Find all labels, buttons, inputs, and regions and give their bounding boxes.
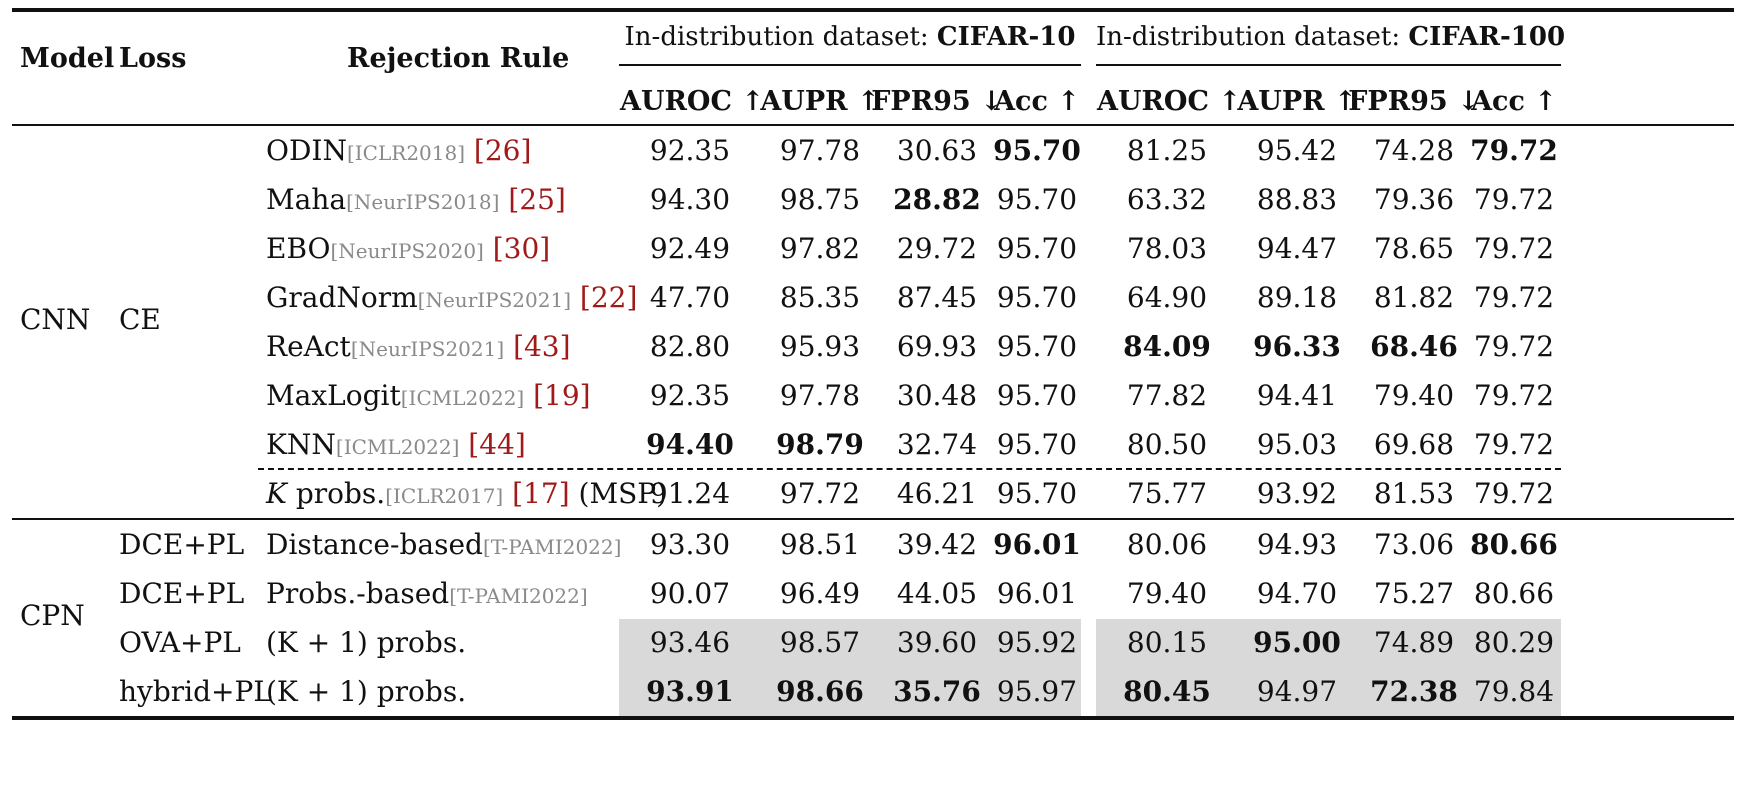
header-metric: AUPR ↑ bbox=[1237, 86, 1357, 117]
table-cell: 95.93 bbox=[779, 330, 861, 363]
table-cell: 95.70 bbox=[996, 379, 1078, 412]
table-cell: 89.18 bbox=[1256, 281, 1338, 314]
row-method bbox=[266, 330, 571, 363]
table-cell: 30.48 bbox=[896, 379, 978, 412]
group1-prefix: In-distribution dataset: bbox=[624, 22, 937, 52]
table-cell: 97.82 bbox=[779, 232, 861, 265]
row-method-name: (K + 1) probs. bbox=[266, 675, 467, 708]
table-cell: 29.72 bbox=[896, 232, 978, 265]
table-cell: 96.01 bbox=[993, 528, 1081, 561]
table-cell: 98.57 bbox=[779, 626, 861, 659]
row-loss: DCE+PL bbox=[119, 528, 245, 561]
table-cell: 94.70 bbox=[1256, 577, 1338, 610]
table-cell: 39.42 bbox=[896, 528, 978, 561]
table-cell: 79.72 bbox=[1473, 183, 1555, 216]
row-method bbox=[266, 183, 566, 216]
table-cell: 80.15 bbox=[1126, 626, 1208, 659]
table-cell: 95.70 bbox=[993, 134, 1081, 167]
table-cell: 79.72 bbox=[1473, 379, 1555, 412]
row-citation: [ICLR2018] bbox=[346, 141, 466, 165]
row-reference: [22] bbox=[579, 281, 638, 314]
group1-underline bbox=[619, 64, 1081, 66]
table-cell: 96.33 bbox=[1253, 330, 1341, 363]
table-cell: 69.93 bbox=[896, 330, 978, 363]
row-method bbox=[266, 281, 638, 314]
row-method bbox=[266, 675, 467, 708]
table-cell: 95.03 bbox=[1256, 428, 1338, 461]
table-cell: 95.00 bbox=[1253, 626, 1341, 659]
table-cell: 97.78 bbox=[779, 134, 861, 167]
table-cell: 94.30 bbox=[649, 183, 731, 216]
table-cell: 96.01 bbox=[996, 577, 1078, 610]
header-metric: FPR95 ↓ bbox=[871, 86, 1003, 117]
table-cell: 72.38 bbox=[1370, 675, 1458, 708]
row-method-k: K bbox=[266, 477, 287, 510]
table-cell: 75.27 bbox=[1373, 577, 1455, 610]
table-cell: 98.79 bbox=[776, 428, 864, 461]
row-method-name: KNN bbox=[266, 428, 336, 461]
table-cell: 80.06 bbox=[1126, 528, 1208, 561]
row-method-name: EBO bbox=[266, 232, 331, 265]
row-reference: [26] bbox=[473, 134, 532, 167]
row-method-name: ReAct bbox=[266, 330, 351, 363]
row-method-name: Probs.-based bbox=[266, 577, 450, 610]
table-cell: 95.97 bbox=[996, 675, 1078, 708]
row-method bbox=[266, 134, 532, 167]
row-citation: [ICLR2017] bbox=[385, 484, 504, 508]
row-citation: [ICML2022] bbox=[400, 386, 525, 410]
row-method bbox=[266, 232, 551, 265]
table-cell: 93.46 bbox=[649, 626, 731, 659]
table-cell: 98.75 bbox=[779, 183, 861, 216]
table-cell: 95.70 bbox=[996, 281, 1078, 314]
table-cell: 46.21 bbox=[896, 477, 978, 510]
table-cell: 81.53 bbox=[1373, 477, 1455, 510]
table-cell: 80.66 bbox=[1470, 528, 1558, 561]
row-method bbox=[266, 379, 591, 412]
table-cell: 79.72 bbox=[1473, 330, 1555, 363]
header-metric: FPR95 ↓ bbox=[1348, 86, 1480, 117]
row-method bbox=[266, 626, 467, 659]
table-cell: 79.72 bbox=[1470, 134, 1558, 167]
row-reference: [17] bbox=[512, 477, 570, 510]
table-cell: 69.68 bbox=[1373, 428, 1455, 461]
table-cell: 88.83 bbox=[1256, 183, 1338, 216]
table-cell: 63.32 bbox=[1126, 183, 1208, 216]
row-method-name: MaxLogit bbox=[266, 379, 401, 412]
row-method-name: Distance-based bbox=[266, 528, 483, 561]
row-loss: OVA+PL bbox=[119, 626, 241, 659]
row-suffix: (MSP) bbox=[569, 477, 668, 510]
header-metric: AUROC ↑ bbox=[620, 86, 764, 117]
table-cell: 80.50 bbox=[1126, 428, 1208, 461]
row-method-name: Maha bbox=[266, 183, 347, 216]
table-cell: 95.70 bbox=[996, 183, 1078, 216]
header-model: Model bbox=[20, 43, 115, 74]
row-reference: [25] bbox=[508, 183, 566, 216]
table-cell: 95.70 bbox=[996, 232, 1078, 265]
table-cell: 93.91 bbox=[646, 675, 734, 708]
table-cell: 93.30 bbox=[649, 528, 731, 561]
row-method bbox=[266, 428, 526, 461]
table-cell: 98.51 bbox=[779, 528, 861, 561]
table-cell: 81.82 bbox=[1373, 281, 1455, 314]
table-cell: 92.35 bbox=[649, 134, 731, 167]
table-cell: 96.49 bbox=[779, 577, 861, 610]
table-cell: 74.89 bbox=[1373, 626, 1455, 659]
table-cell: 91.24 bbox=[649, 477, 731, 510]
table-cell: 98.66 bbox=[776, 675, 864, 708]
table-cell: 64.90 bbox=[1126, 281, 1208, 314]
table-cell: 74.28 bbox=[1373, 134, 1455, 167]
row-method-name: GradNorm bbox=[266, 281, 418, 314]
row-method bbox=[266, 528, 622, 561]
table-cell: 80.29 bbox=[1473, 626, 1555, 659]
table-cell: 79.72 bbox=[1473, 428, 1555, 461]
table-cell: 92.49 bbox=[649, 232, 731, 265]
row-reference: [44] bbox=[468, 428, 526, 461]
table-cell: 78.65 bbox=[1373, 232, 1455, 265]
table-cell: 94.97 bbox=[1256, 675, 1338, 708]
row-loss: hybrid+PL bbox=[119, 675, 272, 708]
row-method bbox=[266, 577, 588, 610]
row-reference: [30] bbox=[492, 232, 551, 265]
row-citation: [T-PAMI2022] bbox=[482, 535, 622, 559]
model-cnn: CNN bbox=[20, 303, 91, 336]
table-cell: 94.93 bbox=[1256, 528, 1338, 561]
table-cell: 47.70 bbox=[649, 281, 731, 314]
group2-title bbox=[1096, 22, 1566, 52]
table-cell: 94.47 bbox=[1256, 232, 1338, 265]
header-loss: Loss bbox=[119, 43, 187, 74]
table-cell: 95.70 bbox=[996, 330, 1078, 363]
table-cell: 90.07 bbox=[649, 577, 731, 610]
table-cell: 80.45 bbox=[1123, 675, 1211, 708]
table-cell: 39.60 bbox=[896, 626, 978, 659]
row-loss: DCE+PL bbox=[119, 577, 245, 610]
table-cell: 84.09 bbox=[1123, 330, 1211, 363]
table-cell: 79.36 bbox=[1373, 183, 1455, 216]
header-rule bbox=[12, 124, 1734, 126]
model-cpn: CPN bbox=[20, 599, 85, 632]
table-cell: 82.80 bbox=[649, 330, 731, 363]
row-citation: [T-PAMI2022] bbox=[449, 584, 588, 608]
row-citation: [NeurIPS2018] bbox=[346, 190, 500, 214]
table-cell: 30.63 bbox=[896, 134, 978, 167]
table-cell: 73.06 bbox=[1373, 528, 1455, 561]
row-method bbox=[266, 477, 668, 510]
table-cell: 95.42 bbox=[1256, 134, 1338, 167]
row-method-name: probs. bbox=[286, 477, 386, 510]
row-citation: [NeurIPS2021] bbox=[417, 288, 572, 312]
group2-prefix: In-distribution dataset: bbox=[1096, 22, 1409, 52]
table-cell: 78.03 bbox=[1126, 232, 1208, 265]
row-citation: [NeurIPS2020] bbox=[330, 239, 484, 263]
loss-ce: CE bbox=[119, 303, 161, 336]
header-metric: Acc ↑ bbox=[994, 86, 1080, 117]
table-cell: 80.66 bbox=[1473, 577, 1555, 610]
table-cell: 93.92 bbox=[1256, 477, 1338, 510]
table-cell: 95.70 bbox=[996, 428, 1078, 461]
table-cell: 97.72 bbox=[779, 477, 861, 510]
table-cell: 85.35 bbox=[779, 281, 861, 314]
table-cell: 79.72 bbox=[1473, 281, 1555, 314]
header-metric: AUPR ↑ bbox=[760, 86, 880, 117]
table-cell: 28.82 bbox=[893, 183, 981, 216]
row-method-name: ODIN bbox=[266, 134, 347, 167]
table-cell: 92.35 bbox=[649, 379, 731, 412]
group2-name: CIFAR-100 bbox=[1408, 22, 1566, 52]
table-cell: 79.40 bbox=[1126, 577, 1208, 610]
table-cell: 87.45 bbox=[896, 281, 978, 314]
table-cell: 95.92 bbox=[996, 626, 1078, 659]
row-reference: [19] bbox=[533, 379, 591, 412]
table-cell: 75.77 bbox=[1126, 477, 1208, 510]
top-rule bbox=[12, 8, 1734, 12]
header-metric: AUROC ↑ bbox=[1097, 86, 1241, 117]
group1-title bbox=[619, 24, 1081, 50]
header-metric: Acc ↑ bbox=[1471, 86, 1557, 117]
table-cell: 95.70 bbox=[996, 477, 1078, 510]
table-cell: 32.74 bbox=[896, 428, 978, 461]
group1-name: CIFAR-10 bbox=[936, 22, 1076, 52]
msp-separator bbox=[258, 468, 1561, 470]
row-citation: [NeurIPS2021] bbox=[350, 337, 505, 361]
row-reference: [43] bbox=[513, 330, 571, 363]
table-cell: 79.40 bbox=[1373, 379, 1455, 412]
table-cell: 94.40 bbox=[646, 428, 734, 461]
table-cell: 94.41 bbox=[1256, 379, 1338, 412]
table-cell: 79.72 bbox=[1473, 477, 1555, 510]
table-cell: 35.76 bbox=[893, 675, 981, 708]
table-cell: 79.84 bbox=[1473, 675, 1555, 708]
table-cell: 68.46 bbox=[1370, 330, 1458, 363]
table-cell: 79.72 bbox=[1473, 232, 1555, 265]
header-rule: Rejection Rule bbox=[347, 43, 570, 74]
table-cell: 77.82 bbox=[1126, 379, 1208, 412]
group-rule bbox=[12, 518, 1734, 520]
table-cell: 44.05 bbox=[896, 577, 978, 610]
table-cell: 97.78 bbox=[779, 379, 861, 412]
row-method-name: (K + 1) probs. bbox=[266, 626, 467, 659]
group2-underline bbox=[1096, 64, 1561, 66]
table-cell: 81.25 bbox=[1126, 134, 1208, 167]
row-citation: [ICML2022] bbox=[335, 435, 460, 459]
bottom-rule bbox=[12, 716, 1734, 720]
